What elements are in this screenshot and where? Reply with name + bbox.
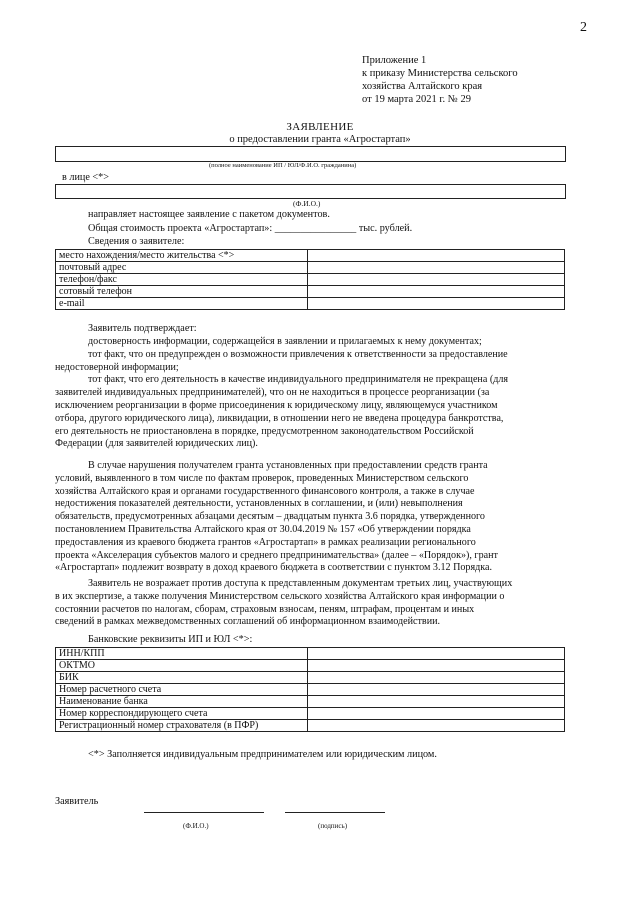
bank-details-table	[55, 647, 565, 732]
info-row-value[interactable]	[308, 286, 565, 298]
table-row	[56, 648, 565, 660]
applicant-name-field[interactable]	[55, 146, 566, 162]
text-line: исключением реорганизации в форме присоединения к юридическому лицу, являющемуся участником	[55, 399, 498, 411]
table-row	[56, 708, 565, 720]
info-row-value[interactable]	[308, 298, 565, 310]
text-line: заявителей индивидуальных предпринимателей), что он не находиться в процессе реорганизации (за	[55, 387, 490, 399]
table-row	[56, 286, 565, 298]
text-line: постановлением Правительства Алтайского края от 30.04.2019 № 157 «Об утверждении порядка	[55, 523, 471, 535]
info-row-value[interactable]	[308, 250, 565, 262]
bank-row-value[interactable]	[308, 684, 565, 696]
sig-sign-caption: (подпись)	[318, 822, 348, 830]
bank-row-label: БИК	[56, 672, 308, 684]
text-line: состоянии расчетов по налогам, сборам, страховым взносам, пеням, штрафам, процентам и иных	[55, 603, 475, 615]
cost-text: Общая стоимость проекта «Агростартап»: ________________ тыс. рублей.	[88, 223, 413, 234]
applicant-info-table	[55, 249, 565, 310]
table-row	[56, 298, 565, 310]
text-line: недостоверной информации;	[55, 361, 179, 373]
text-line: недостижения показателей деятельности, установленных в соглашении, и (или) невыполнения	[55, 498, 463, 510]
text-line: Федерации (для заявителей юридических лиц).	[55, 438, 258, 450]
sig-fio-caption: (Ф.И.О.)	[183, 822, 209, 830]
text-line: достоверность информации, содержащейся в заявлении и прилагаемых к нему документах;	[88, 336, 482, 347]
info-row-label: почтовый адрес	[56, 262, 308, 274]
bank-row-value[interactable]	[308, 720, 565, 732]
sends-text: направляет настоящее заявление с пакетом документов.	[88, 209, 330, 220]
appendix-line: от 19 марта 2021 г. № 29	[362, 94, 471, 105]
signature-line[interactable]	[285, 812, 385, 813]
text-line: его деятельность не приостановлена в порядке, предусмотренном законодательством Российской	[55, 425, 474, 437]
table-row	[56, 660, 565, 672]
info-row-value[interactable]	[308, 262, 565, 274]
bank-row-value[interactable]	[308, 708, 565, 720]
representative-fio-field[interactable]	[55, 184, 566, 199]
text-line: условий, выявленного в том числе по фактам проверок, проведенных Министерством сельского	[55, 472, 469, 484]
text-line: В случае нарушения получателем гранта установленных при предоставлении средств гранта	[88, 460, 488, 471]
info-heading: Сведения о заявителе:	[88, 236, 185, 247]
text-line: сведений в рамках межведомственных соглашений об информационном взаимодействии.	[55, 616, 441, 628]
info-row-label: место нахождения/место жительства <*>	[56, 250, 308, 262]
text-line: в их экспертизе, а также получения Министерством сельского хозяйства Алтайского края информации о	[55, 590, 505, 602]
info-row-label: телефон/факс	[56, 274, 308, 286]
fio-caption: (Ф.И.О.)	[293, 199, 321, 208]
text-line: предоставления из краевого бюджета грантов «Агростартап» в рамках реализации регионального	[55, 536, 476, 548]
page-number: 2	[580, 20, 587, 35]
footnote: <*> Заполняется индивидуальным предпринимателем или юридическим лицом.	[88, 749, 437, 760]
table-row	[56, 720, 565, 732]
info-row-value[interactable]	[308, 274, 565, 286]
violation-paragraph	[55, 460, 565, 575]
text-line: хозяйства Алтайского края и органами государственного финансового контроля, а также в случае	[55, 485, 475, 497]
bank-row-label: Наименование банка	[56, 696, 308, 708]
table-row	[56, 672, 565, 684]
confirm-paragraphs	[55, 336, 565, 451]
table-row	[56, 250, 565, 262]
applicant-caption: (полное наименование ИП / ЮЛ/Ф.И.О. гражданина)	[209, 162, 357, 169]
bank-row-value[interactable]	[308, 648, 565, 660]
text-line: тот факт, что его деятельность в качестве индивидуального предпринимателя не прекращена (для	[88, 374, 509, 386]
bank-heading: Банковские реквизиты ИП и ЮЛ <*>:	[88, 634, 253, 645]
appendix-block	[362, 54, 518, 106]
table-row	[56, 696, 565, 708]
fio-signature-line[interactable]	[144, 812, 264, 813]
bank-row-value[interactable]	[308, 696, 565, 708]
document-subtitle: о предоставлении гранта «Агростартап»	[229, 134, 411, 145]
signer-label: Заявитель	[55, 796, 99, 807]
bank-row-label: Номер расчетного счета	[56, 684, 308, 696]
text-line: отбора, другого юридического лица), ликвидации, в отношении него не введена процедура банкротства,	[55, 412, 504, 424]
bank-row-label: ОКТМО	[56, 660, 308, 672]
bank-row-value[interactable]	[308, 672, 565, 684]
text-line: обязательств, предусмотренных абзацами десятым – двадцатым пункта 3.6 порядка, утвержденного	[55, 511, 485, 523]
table-row	[56, 262, 565, 274]
consent-paragraph	[55, 578, 565, 629]
in-person-label: в лице <*>	[62, 172, 109, 183]
text-line: проекта «Акселерация субъектов малого и среднего предпринимательства» (далее – «Порядок»), грант	[55, 549, 498, 561]
bank-row-label: Регистрационный номер страхователя (в ПФР)	[56, 720, 308, 732]
bank-row-label: ИНН/КПП	[56, 648, 308, 660]
bank-row-value[interactable]	[308, 660, 565, 672]
text-line: тот факт, что он предупрежден о возможности привлечения к ответственности за предоставление	[88, 348, 508, 360]
table-row	[56, 684, 565, 696]
info-row-label: e-mail	[56, 298, 308, 310]
table-row	[56, 274, 565, 286]
confirms-heading: Заявитель подтверждает:	[88, 323, 197, 334]
bank-row-label: Номер корреспондирующего счета	[56, 708, 308, 720]
appendix-line: к приказу Министерства сельского	[362, 68, 518, 79]
text-line: Заявитель не возражает против доступа к представленным документам третьих лиц, участвующих	[88, 578, 513, 589]
appendix-line: Приложение 1	[362, 55, 427, 66]
appendix-line: хозяйства Алтайского края	[362, 81, 483, 92]
document-title: ЗАЯВЛЕНИЕ	[286, 121, 354, 133]
text-line: «Агростартап» подлежит возврату в доход краевого бюджета в соответствии с пунктом 3.12 Порядка.	[55, 562, 493, 574]
info-row-label: сотовый телефон	[56, 286, 308, 298]
